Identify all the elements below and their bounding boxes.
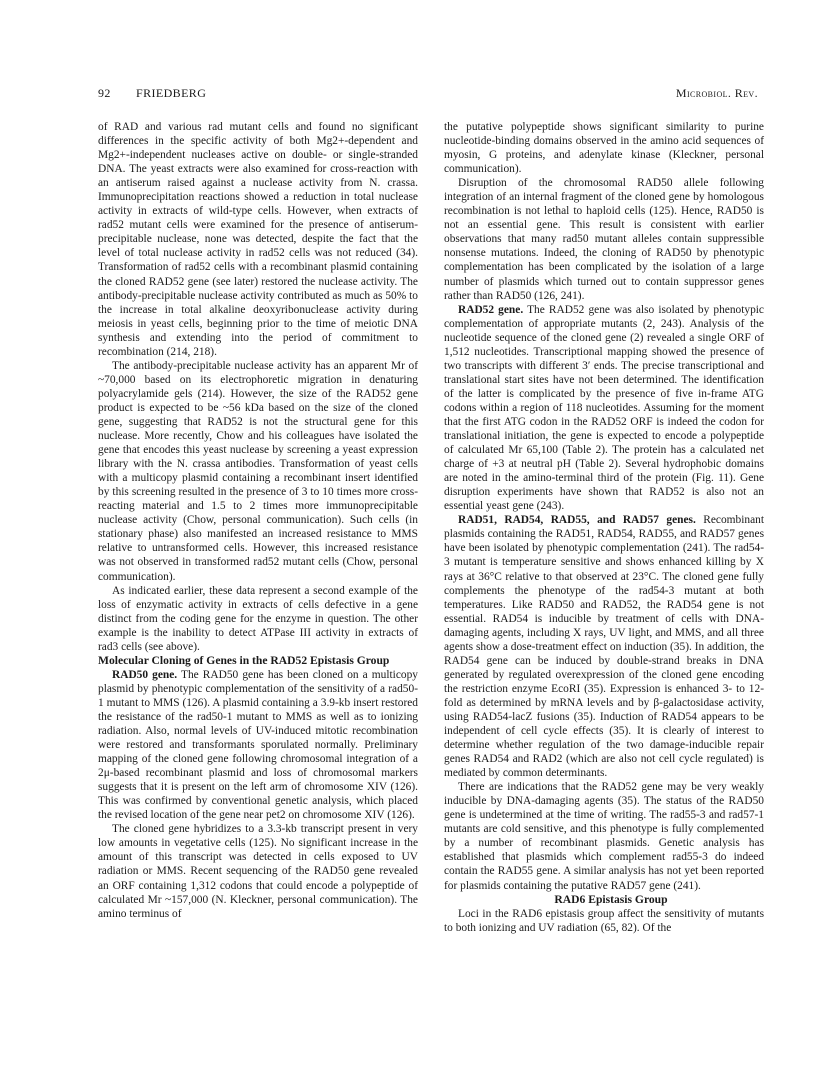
paragraph xyxy=(444,303,764,514)
paragraph: the putative polypeptide shows significant similarity to purine nucleotide-binding domains observed in the amino acid sequences of myosin, G proteins, and adenylate kinase (Kleckner, personal communication). xyxy=(444,121,764,176)
journal-name: Microbiol. Rev. xyxy=(675,86,758,100)
section-heading: Molecular Cloning of Genes in the RAD52 Epistasis Group xyxy=(98,653,390,667)
left-column xyxy=(98,120,418,921)
paragraph: As indicated earlier, these data represent a second example of the loss of enzymatic activity in extracts of cells defective in a gene distinct from the coding gene for the enzyme in question. The other example is the inability to detect ATPase III activity in extracts of rad3 cells (see above). xyxy=(98,584,418,653)
paragraph: The cloned gene hybridizes to a 3.3-kb transcript present in very low amounts in vegetative cells (125). No significant increase in the amount of this transcript was detected in cells exposed to UV radiation or MMS. Recent sequencing of the RAD50 gene revealed an ORF containing 1,312 codons that could encode a polypeptide of calculated Mr ~157,000 (N. Kleckner, personal communication). The amino terminus of xyxy=(98,823,418,920)
paragraph: of RAD and various rad mutant cells and found no significant differences in the specific activity of both Mg2+-dependent and Mg2+-independent nucleases active on double- or single-stranded DNA. The yeast extracts were also examined for cross-reaction with an antiserum raised against a nuclease activity from N. crassa. Immunoprecipitation reactions showed a reduction in total nuclease activity in extracts of wild-type cells. However, when extracts of rad52 mutant cells were examined for the presence of antiserum-precipitable nuclease, none was detected, despite the fact that the level of total nuclease activity in rad52 cells was not reduced (34). Transformation of rad52 cells with a recombinant plasmid containing the cloned RAD52 gene (see later) restored the nuclease activity. The antibody-precipitable nuclease activity contributed as much as 50% to the increase in total alkaline deoxyribonuclease activity during meiosis in yeast cells, beginning prior to the time of meiotic DNA synthesis and extending into the period of commitment to recombination (214, 218). xyxy=(98,121,418,358)
paragraph: The antibody-precipitable nuclease activity has an apparent Mr of ~70,000 based on its electrophoretic migration in denaturing polyacrylamide gels (214). However, the size of the RAD52 gene product is expected to be ~56 kDa based on the size of the cloned gene, suggesting that RAD52 is not the structural gene for this nuclease. More recently, Chow and his colleagues have isolated the gene that encodes this yeast nuclease by screening a yeast expression library with the N. crassa antibodies. Transformation of yeast cells with a multicopy plasmid containing a recombinant insert identified by this screening resulted in the presence of 3 to 10 times more cross-reacting material and 1.5 to 2 times more immunoprecipitable nuclease activity (Chow, personal communication). Such cells (in stationary phase) also manifested an increased resistance to MMS relative to untransformed cells. However, this increased resistance was not observed in transformed rad52 mutant cells (Chow, personal communication). xyxy=(98,359,418,583)
run-in-heading: RAD50 gene. xyxy=(112,668,178,681)
paragraph: There are indications that the RAD52 gene may be very weakly inducible by DNA-damaging agents (35). The status of the RAD50 gene is undetermined at the time of writing. The rad55-3 and rad57-1 mutants are cold sensitive, and this phenotype is fully complemented by a number of recombinant plasmids. Genetic analysis has established that plasmids which complement rad55-3 do indeed contain the RAD55 gene. A similar analysis has not yet been reported for plasmids containing the putative RAD57 gene (241). xyxy=(444,781,764,892)
section-heading: RAD6 Epistasis Group xyxy=(554,892,668,906)
page-number: 92 xyxy=(98,86,111,100)
right-column xyxy=(444,120,764,935)
paragraph-text: The RAD52 gene was also isolated by phenotypic complementation of appropriate mutants (2, 243). Analysis of the nucleotide sequence of the cloned gene (2) revealed a single ORF of 1,512 nucleotides. Transcriptional mapping showed the presence of two transcripts with different 3′ ends. The precise transcriptional and translational start sites have not been determined. The identification of the latter is complicated by the presence of five in-frame ATG codons within a region of 118 nucleotides. Assuming for the moment that the first ATG codon in the RAD52 ORF is indeed the codon for translational initiation, the gene is expected to encode a polypeptide of calculated Mr 65,100 (Table 2). The protein has a calculated net charge of +3 at neutral pH (Table 2). Several hydrophobic domains are noted in the amino-terminal third of the protein (Fig. 11). Gene disruption experiments have shown that RAD52 is also not an essential yeast gene (243). xyxy=(444,303,764,513)
paragraph-text: Recombinant plasmids containing the RAD51, RAD54, RAD55, and RAD57 genes have been isolated by phenotypic complementation (241). The rad54-3 mutant is temperature sensitive and shows enhanced killing by X rays at 36°C relative to that observed at 23°C. The cloned gene fully complements the phenotype of the rad54-3 mutant at both temperatures. Like RAD50 and RAD52, the RAD54 gene is not essential. RAD54 is inducible by treatment of cells with DNA-damaging agents, including X rays, UV light, and MMS, and all three agents show a dose-treatment effect on induction (35). In addition, the RAD54 gene can be induced by double-strand breaks in DNA generated by regulated overexpression of the cloned gene encoding the restriction enzyme EcoRI (35). Expression is enhanced 3- to 12-fold as determined by mRNA levels and by β-galactosidase activity, using RAD54-lacZ fusions (35). Induction of RAD54 appears to be independent of cell cycle effects (35). It is clearly of interest to determine whether regulation of the two damage-inducible repair genes RAD54 and RAD2 (which are also not cell cycle regulated) is mediated by common determinants. xyxy=(444,514,765,780)
paragraph xyxy=(444,513,764,780)
paragraph xyxy=(98,668,418,823)
paragraph-text: The RAD50 gene has been cloned on a multicopy plasmid by phenotypic complementation of the sensitivity of a rad50-1 mutant to MMS (126). A plasmid containing a 3.9-kb insert restored the resistance of the rad50-1 mutant to MMS as well as to ionizing radiation. Also, normal levels of UV-induced mitotic recombination were restored and transformants sporulated normally. Preliminary mapping of the cloned gene following chromosomal integration of a 2μ-based recombinant plasmid and loss of chromosomal markers suggests that it is present on the left arm of chromosome XIV (126). This was confirmed by conventional genetic analysis, which placed the revised location of the gene near pet2 on chromosome XIV (126). xyxy=(98,668,418,822)
run-in-heading: RAD52 gene. xyxy=(458,303,524,316)
running-author: FRIEDBERG xyxy=(136,86,207,100)
paragraph: Disruption of the chromosomal RAD50 allele following integration of an internal fragment of the cloned gene by homologous recombination is not lethal to haploid cells (125). Hence, RAD50 is not an essential gene. This result is consistent with earlier observations that many rad50 mutant alleles contain suppressible nonsense mutations. Indeed, the cloning of RAD50 by phenotypic complementation has been complicated by the isolation of a large number of plasmids which turned out to contain suppressor genes rather than RAD50 (126, 241). xyxy=(444,177,764,302)
run-in-heading: RAD51, RAD54, RAD55, and RAD57 genes. xyxy=(458,514,696,527)
page-header xyxy=(98,86,758,104)
paragraph: Loci in the RAD6 epistasis group affect the sensitivity of mutants to both ionizing and UV radiation (65, 82). Of the xyxy=(444,907,764,934)
